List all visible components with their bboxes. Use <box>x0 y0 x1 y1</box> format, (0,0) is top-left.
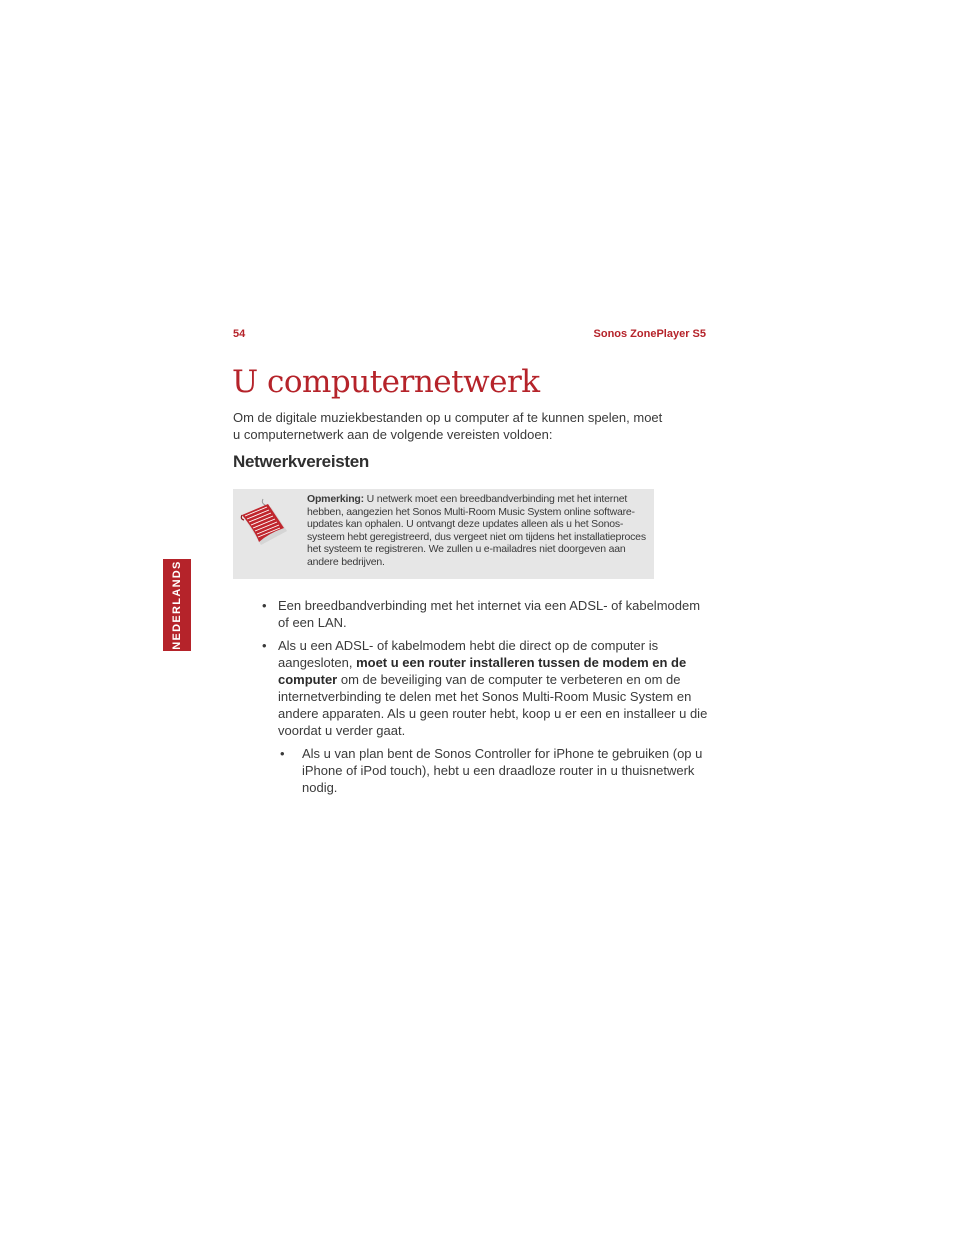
section-heading: Netwerkvereisten <box>233 452 369 471</box>
bullet-icon: • <box>280 746 285 761</box>
note-text <box>307 493 649 568</box>
sub-list <box>278 745 712 796</box>
language-side-tab-label: NEDERLANDS <box>171 560 183 650</box>
requirements-list <box>262 597 712 802</box>
note-body: U netwerk moet een breedbandverbinding met het internet hebben, aangezien het Sonos Multi-Room Music System online software-updates kan ophalen. U ontvangt deze updates alleen als u het Sonos-systeem hebt geregistreerd, dus vergeet niet om tijdens het installatieproces het systeem te registreren. We zullen u e-mailadres niet doorgeven aan andere bedrijven. <box>307 493 646 568</box>
note-label: Opmerking: <box>307 493 364 505</box>
list-item-text: Een breedbandverbinding met het internet via een ADSL- of kabelmodem of een LAN. <box>278 598 701 630</box>
note-box <box>233 489 654 579</box>
list-item-text-pre: Als u een ADSL- of kabelmodem hebt die direct op de computer is aangesloten, <box>278 638 659 670</box>
sub-list-item-text: Als u van plan bent de Sonos Controller for iPhone te gebruiken (op u iPhone of iPod touch), hebt u een draadloze router in u thuisnetwerk nodig. <box>302 746 703 795</box>
bullet-icon: • <box>262 638 267 653</box>
page-number: 54 <box>233 328 246 340</box>
sub-list-item <box>280 745 712 796</box>
language-side-tab <box>163 559 191 651</box>
list-item-text-bold: moet u een router installeren tussen de modem en de computer <box>278 655 687 687</box>
note-paper-icon <box>239 495 291 547</box>
list-item <box>262 597 712 631</box>
intro-paragraph: Om de digitale muziekbestanden op u computer af te kunnen spelen, moet u computernetwerk aan de volgende vereisten voldoen: <box>233 410 663 442</box>
list-item-text-post: om de beveiliging van de computer te verbeteren en om de internetverbinding te delen met het Sonos Multi-Room Music System en andere apparaten. Als u geen router hebt, koop u er een en installeer u die voordat u verder gaat. <box>278 672 708 738</box>
bullet-icon: • <box>262 598 267 613</box>
list-item <box>262 637 712 796</box>
page-title: U computernetwerk <box>232 364 540 400</box>
running-head: Sonos ZonePlayer S5 <box>593 328 706 340</box>
